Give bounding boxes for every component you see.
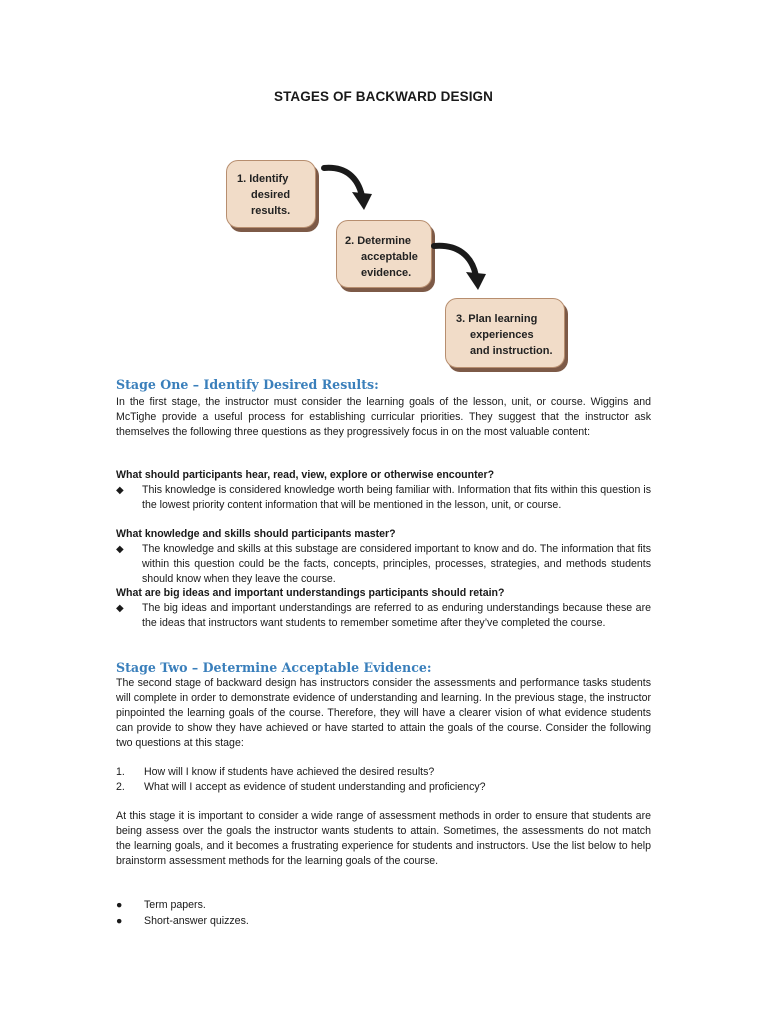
list-item xyxy=(116,914,651,929)
diamond-bullet-icon: ◆ xyxy=(116,603,124,614)
diamond-bullet-icon: ◆ xyxy=(116,485,124,496)
bullet-item xyxy=(116,483,651,513)
stage-two-heading: Stage Two – Determine Acceptable Evidence: xyxy=(116,660,432,675)
dot-bullet-icon: ● xyxy=(116,899,123,911)
bullet-item xyxy=(116,542,651,587)
box-line: 2. Determine xyxy=(345,235,412,247)
curved-arrow-icon xyxy=(428,232,492,296)
question-2: What knowledge and skills should participants master? xyxy=(116,528,396,540)
bullet-item xyxy=(116,601,651,631)
bullet-text: The knowledge and skills at this substage are considered important to know and do. The information that fits within this question could be the facts, concepts, principles, processes, strategies, and methods students should know when they leave the course. xyxy=(142,543,651,585)
list-text: Short-answer quizzes. xyxy=(144,915,249,927)
question-1: What should participants hear, read, view, explore or otherwise encounter? xyxy=(116,469,495,481)
box-line: evidence. xyxy=(361,267,412,279)
page-title: STAGES OF BACKWARD DESIGN xyxy=(273,89,493,104)
list-item xyxy=(116,898,651,913)
numbered-item xyxy=(116,765,651,780)
stage-box-plan xyxy=(445,298,565,368)
box-line: 1. Identify xyxy=(237,173,289,185)
dot-bullet-icon: ● xyxy=(116,915,123,927)
numbered-item xyxy=(116,780,651,795)
list-number: 2. xyxy=(116,781,125,793)
stage-one-heading: Stage One – Identify Desired Results: xyxy=(116,377,379,392)
stage-box-identify xyxy=(226,160,316,228)
stage-two-paragraph: At this stage it is important to consider a wide range of assessment methods in order to ensure that students are being assess over the goals the instructor wants students to attain. Sometimes, the assessments do not match the learning goals, and it becomes a frustrating experience for students and instructors. Use the list below to help brainstorm assessment methods for the learning goals of the course. xyxy=(116,810,651,867)
box-line: desired xyxy=(251,189,291,201)
box-line: acceptable xyxy=(361,251,418,263)
list-text: Term papers. xyxy=(144,899,206,911)
bullet-text: This knowledge is considered knowledge worth being familiar with. Information that fits within this question is the lowest priority content information that will be mentioned in the lesson, unit, or course. xyxy=(142,484,651,511)
list-text: How will I know if students have achieved the desired results? xyxy=(144,766,435,778)
diamond-bullet-icon: ◆ xyxy=(116,544,124,555)
box-line: experiences xyxy=(470,329,534,341)
curved-arrow-icon xyxy=(318,156,378,216)
backward-design-diagram xyxy=(220,140,580,380)
list-text: What will I accept as evidence of student understanding and proficiency? xyxy=(144,781,486,793)
box-line: results. xyxy=(251,205,291,217)
box-line: 3. Plan learning xyxy=(456,313,538,325)
stage-two-intro: The second stage of backward design has instructors consider the assessments and performance tasks students will complete in order to demonstrate evidence of understanding and learning. In the previous stage, the instructor pinpointed the learning goals of the course. Therefore, they will have a clearer vision of what evidence students can provide to show they have achieved or have started to attain the goals of the course. Consider the following two questions at this stage: xyxy=(116,677,651,749)
bullet-text: The big ideas and important understandings are referred to as enduring understandings because these are the ideas that instructors want students to remember sometime after they’ve completed the course. xyxy=(142,602,651,629)
list-number: 1. xyxy=(116,766,125,778)
box-line: and instruction. xyxy=(470,345,553,357)
stage-box-evidence xyxy=(336,220,432,288)
stage-one-intro: In the first stage, the instructor must consider the learning goals of the lesson, unit, or course. Wiggins and McTighe provide a useful process for establishing curricular priorities. They suggest that the instructor ask themselves the following three questions as they progressively focus in on the most valuable content: xyxy=(116,396,651,438)
question-3: What are big ideas and important understandings participants should retain? xyxy=(116,587,505,599)
